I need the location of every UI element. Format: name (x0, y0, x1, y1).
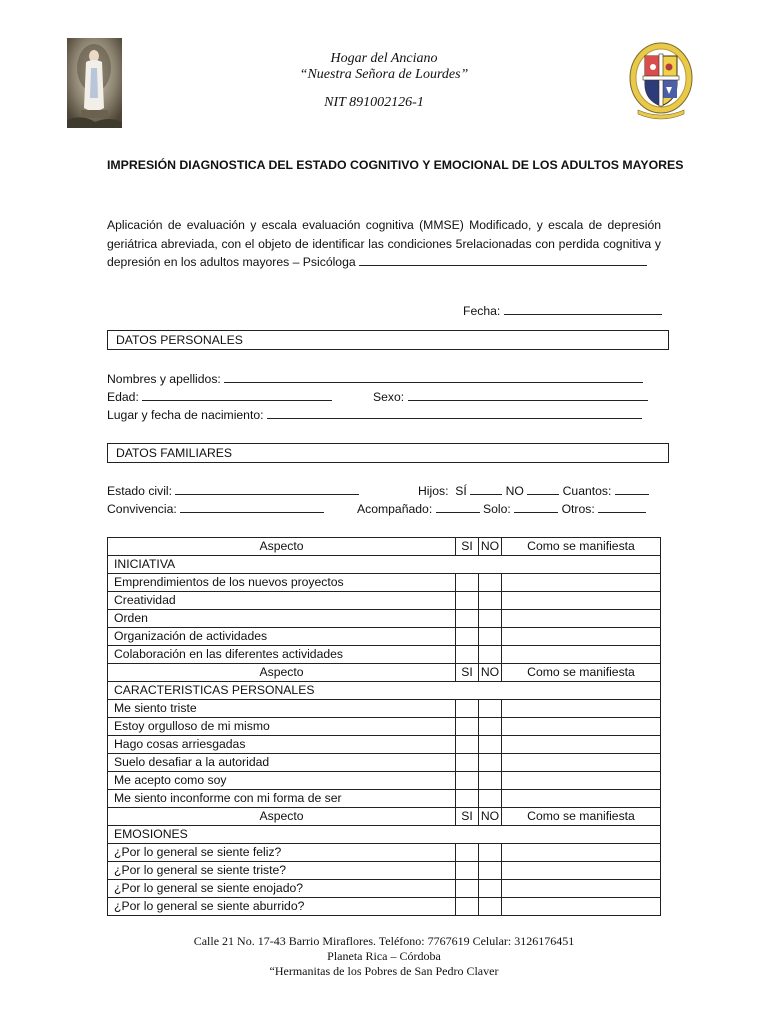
como-se-manifiesta-cell[interactable] (502, 880, 661, 898)
no-cell[interactable] (479, 610, 502, 628)
no-cell[interactable] (479, 880, 502, 898)
footer-congregation: “Hermanitas de los Pobres de San Pedro Claver (269, 964, 499, 978)
convivencia-field[interactable] (180, 500, 324, 513)
sexo-label: Sexo: (373, 390, 405, 404)
solo-field[interactable] (514, 500, 558, 513)
aspect-label: Colaboración en las diferentes actividades (108, 646, 456, 664)
no-cell[interactable] (479, 736, 502, 754)
lugar-label: Lugar y fecha de nacimiento: (107, 408, 264, 422)
como-se-manifiesta-cell[interactable] (502, 772, 661, 790)
si-cell[interactable] (456, 628, 479, 646)
category-row (108, 826, 661, 844)
aspect-label: Suelo desafiar a la autoridad (108, 754, 456, 772)
si-cell[interactable] (456, 700, 479, 718)
si-cell[interactable] (456, 898, 479, 916)
nombres-row (107, 370, 643, 386)
hijos-no-label: NO (505, 484, 524, 498)
como-se-manifiesta-cell[interactable] (502, 700, 661, 718)
footer (0, 934, 768, 979)
si-cell[interactable] (456, 610, 479, 628)
si-cell[interactable] (456, 790, 479, 808)
aspect-label: Me siento triste (108, 700, 456, 718)
table-row (108, 844, 661, 862)
no-cell[interactable] (479, 898, 502, 916)
aspect-table (107, 537, 661, 916)
solo-label: Solo: (483, 502, 511, 516)
table-header-row (108, 664, 661, 682)
intro-text: Aplicación de evaluación y escala evaluación cognitiva (MMSE) Modificado, y escala de depresión geriátrica abreviada, con el objeto de identificar las condiciones 5relacionadas con perdida cognitiva y depresión en los adultos mayores – Psicóloga (107, 218, 661, 269)
si-cell[interactable] (456, 718, 479, 736)
si-cell[interactable] (456, 646, 479, 664)
cuantos-label: Cuantos: (562, 484, 612, 498)
header-no: NO (479, 538, 502, 556)
como-se-manifiesta-cell[interactable] (502, 754, 661, 772)
psychologist-name-field[interactable] (359, 253, 647, 266)
hijos-no-field[interactable] (527, 482, 559, 495)
aspect-label: Emprendimientos de los nuevos proyectos (108, 574, 456, 592)
table-row (108, 610, 661, 628)
no-cell[interactable] (479, 718, 502, 736)
no-cell[interactable] (479, 628, 502, 646)
lugar-row (107, 406, 642, 422)
table-row (108, 898, 661, 916)
header-como-se-manifiesta: Como se manifiesta (502, 808, 661, 826)
fecha-row (463, 302, 662, 318)
lugar-field[interactable] (267, 406, 642, 419)
table-row (108, 646, 661, 664)
sexo-row (373, 388, 648, 404)
aspect-label: Creatividad (108, 592, 456, 610)
no-cell[interactable] (479, 646, 502, 664)
table-row (108, 772, 661, 790)
header-como-se-manifiesta: Como se manifiesta (502, 664, 661, 682)
header-si: SI (456, 664, 479, 682)
convivencia-label: Convivencia: (107, 502, 177, 516)
no-cell[interactable] (479, 754, 502, 772)
cuantos-field[interactable] (615, 482, 649, 495)
header-no: NO (479, 664, 502, 682)
si-cell[interactable] (456, 592, 479, 610)
hijos-label: Hijos: (418, 484, 449, 498)
no-cell[interactable] (479, 790, 502, 808)
table-row (108, 718, 661, 736)
no-cell[interactable] (479, 844, 502, 862)
aspect-label: ¿Por lo general se siente triste? (108, 862, 456, 880)
table-row (108, 700, 661, 718)
header-aspecto: Aspecto (108, 664, 456, 682)
table-row (108, 592, 661, 610)
aspect-label: ¿Por lo general se siente feliz? (108, 844, 456, 862)
como-se-manifiesta-cell[interactable] (502, 628, 661, 646)
section-datos-personales: DATOS PERSONALES (107, 330, 669, 350)
como-se-manifiesta-cell[interactable] (502, 646, 661, 664)
footer-address: Calle 21 No. 17-43 Barrio Miraflores. Teléfono: 7767619 Celular: 3126176451 (193, 934, 575, 948)
no-cell[interactable] (479, 700, 502, 718)
category-row (108, 682, 661, 700)
header-no: NO (479, 808, 502, 826)
aspect-label: Orden (108, 610, 456, 628)
como-se-manifiesta-cell[interactable] (502, 610, 661, 628)
estado-civil-label: Estado civil: (107, 484, 173, 498)
table-row (108, 754, 661, 772)
intro-paragraph (107, 216, 661, 272)
hijos-si-field[interactable] (470, 482, 502, 495)
si-cell[interactable] (456, 844, 479, 862)
header-si: SI (456, 808, 479, 826)
como-se-manifiesta-cell[interactable] (502, 736, 661, 754)
category-row (108, 556, 661, 574)
table-row (108, 862, 661, 880)
aspect-label: Organización de actividades (108, 628, 456, 646)
acompanado-field[interactable] (436, 500, 480, 513)
fecha-field[interactable] (504, 302, 662, 315)
no-cell[interactable] (479, 574, 502, 592)
hijos-row (418, 482, 649, 498)
header-aspecto: Aspecto (108, 808, 456, 826)
header-aspecto: Aspecto (108, 538, 456, 556)
convivencia-row (107, 500, 324, 516)
aspect-label: ¿Por lo general se siente aburrido? (108, 898, 456, 916)
category-title: EMOSIONES (108, 826, 661, 844)
table-header-row (108, 538, 661, 556)
como-se-manifiesta-cell[interactable] (502, 790, 661, 808)
otros-field[interactable] (598, 500, 646, 513)
otros-label: Otros: (561, 502, 595, 516)
hijos-si-label: SÍ (455, 484, 467, 498)
fecha-label: Fecha: (463, 304, 501, 318)
si-cell[interactable] (456, 736, 479, 754)
no-cell[interactable] (479, 772, 502, 790)
header-si: SI (456, 538, 479, 556)
si-cell[interactable] (456, 574, 479, 592)
acompanado-label: Acompañado: (357, 502, 433, 516)
document-title: IMPRESIÓN DIAGNOSTICA DEL ESTADO COGNITIVO Y EMOCIONAL DE LOS ADULTOS MAYORES (107, 158, 684, 172)
edad-field[interactable] (142, 388, 332, 401)
footer-city: Planeta Rica – Córdoba (327, 949, 441, 963)
si-cell[interactable] (456, 772, 479, 790)
category-title: CARACTERISTICAS PERSONALES (108, 682, 661, 700)
section-datos-familiares: DATOS FAMILIARES (107, 443, 669, 463)
no-cell[interactable] (479, 592, 502, 610)
si-cell[interactable] (456, 754, 479, 772)
category-title: INICIATIVA (108, 556, 661, 574)
como-se-manifiesta-cell[interactable] (502, 574, 661, 592)
aspect-label: ¿Por lo general se siente enojado? (108, 880, 456, 898)
si-cell[interactable] (456, 880, 479, 898)
nombres-label: Nombres y apellidos: (107, 372, 221, 386)
como-se-manifiesta-cell[interactable] (502, 844, 661, 862)
table-row (108, 736, 661, 754)
sexo-field[interactable] (408, 388, 648, 401)
aspect-label: Hago cosas arriesgadas (108, 736, 456, 754)
como-se-manifiesta-cell[interactable] (502, 592, 661, 610)
aspect-label: Me siento inconforme con mi forma de ser (108, 790, 456, 808)
header-como-se-manifiesta: Como se manifiesta (502, 538, 661, 556)
table-row (108, 880, 661, 898)
institution-subtitle: “Nuestra Señora de Lourdes” (299, 67, 469, 82)
edad-label: Edad: (107, 390, 139, 404)
como-se-manifiesta-cell[interactable] (502, 898, 661, 916)
table-row (108, 574, 661, 592)
table-row (108, 790, 661, 808)
como-se-manifiesta-cell[interactable] (502, 718, 661, 736)
table-row (108, 628, 661, 646)
table-header-row (108, 808, 661, 826)
estado-civil-row (107, 482, 359, 498)
edad-row (107, 388, 332, 404)
si-cell[interactable] (456, 862, 479, 880)
aspect-label: Me acepto como soy (108, 772, 456, 790)
aspect-label: Estoy orgulloso de mi mismo (108, 718, 456, 736)
estado-civil-field[interactable] (175, 482, 359, 495)
nit-number: NIT 891002126-1 (324, 95, 424, 110)
no-cell[interactable] (479, 862, 502, 880)
nombres-field[interactable] (224, 370, 643, 383)
acompanado-row (357, 500, 646, 516)
como-se-manifiesta-cell[interactable] (502, 862, 661, 880)
institution-name: Hogar del Anciano (330, 51, 438, 66)
